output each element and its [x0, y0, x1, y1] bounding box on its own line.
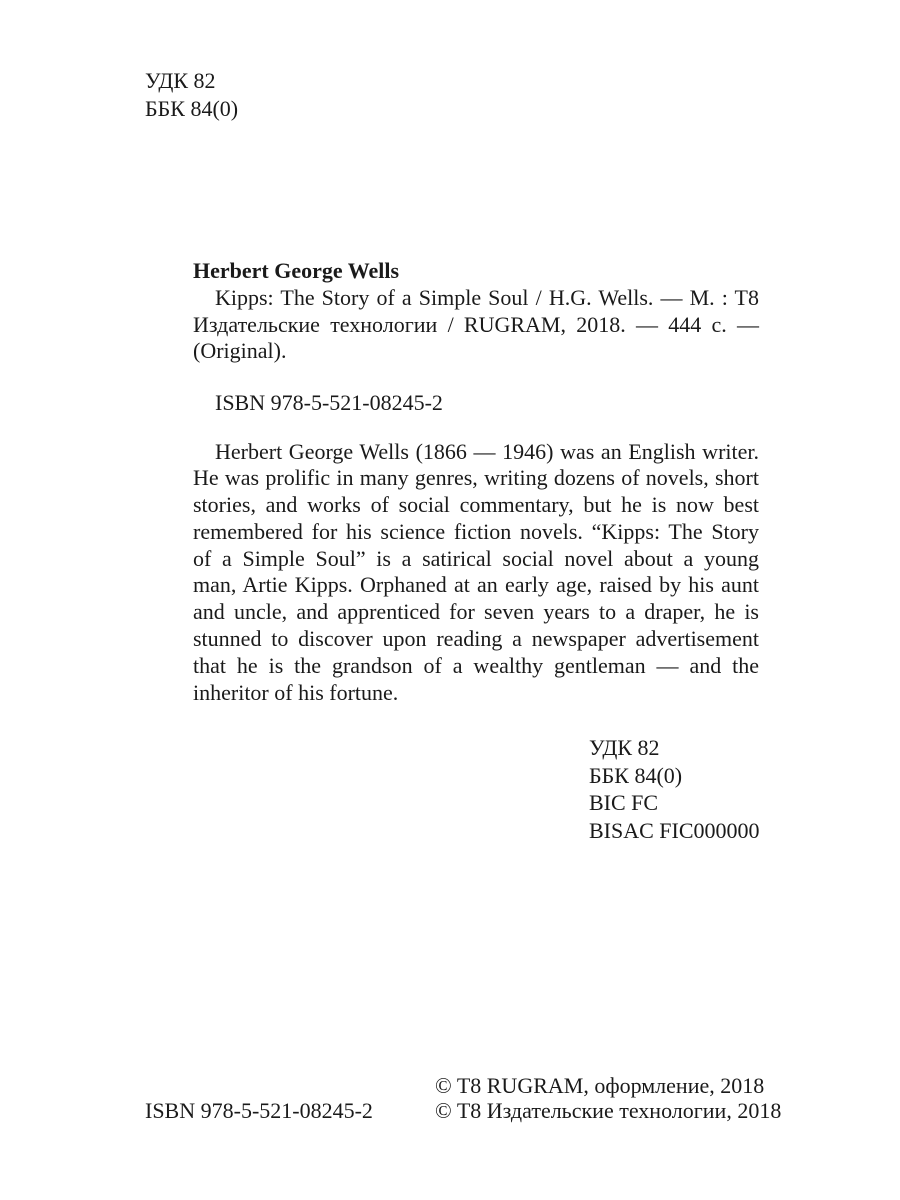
bibliographic-description: [193, 285, 759, 365]
isbn-number: ISBN 978-5-521-08245-2: [215, 389, 443, 415]
udk-code: УДК 82: [145, 68, 216, 93]
annotation-line: stories, and works of social commentary, but he is now best: [193, 492, 759, 518]
copyright-publisher: © T8 Издательские технологии, 2018: [435, 1098, 782, 1123]
description-line: (Original).: [193, 338, 287, 363]
footer-isbn: [145, 1097, 373, 1125]
description-line: Издательские технологии / RUGRAM, 2018. — 444 с. —: [193, 311, 759, 337]
copyright-notices: [435, 1073, 781, 1123]
annotation-line: that he is the grandson of a wealthy gentleman — and the: [193, 652, 759, 678]
description-line: Kipps: The Story of a Simple Soul / H.G. Wells. — M. : T8: [215, 285, 759, 310]
annotation-line: of a Simple Soul” is a satirical social novel about a young: [193, 545, 759, 571]
annotation-line: remembered for his science fiction novels. “Kipps: The Story: [193, 518, 759, 544]
udk-code: УДК 82: [589, 735, 660, 760]
annotation-line: Herbert George Wells (1866 — 1946) was an English writer.: [215, 438, 759, 464]
book-annotation: [193, 439, 759, 707]
annotation-line: man, Artie Kipps. Orphaned at an early age, raised by his aunt: [193, 572, 759, 598]
annotation-line: inheritor of his fortune.: [193, 679, 399, 705]
classification-codes: [589, 734, 760, 844]
author-name: Herbert George Wells: [193, 258, 400, 283]
bic-code: BIC FC: [589, 790, 659, 815]
copyright-design: © T8 RUGRAM, оформление, 2018: [435, 1073, 765, 1098]
bbk-code: ББК 84(0): [145, 96, 239, 121]
annotation-line: He was prolific in many genres, writing dozens of novels, short: [193, 465, 759, 491]
bbk-code: ББК 84(0): [589, 762, 683, 788]
top-classification-codes: [145, 67, 238, 123]
bisac-code: BISAC FIC000000: [589, 817, 760, 843]
annotation-line: and uncle, and apprenticed for seven years to a draper, he is: [193, 599, 759, 625]
annotation-line: stunned to discover upon reading a newspaper advertisement: [193, 626, 759, 652]
footer-isbn-text: ISBN 978-5-521-08245-2: [145, 1098, 373, 1123]
bibliographic-record: [193, 257, 759, 706]
